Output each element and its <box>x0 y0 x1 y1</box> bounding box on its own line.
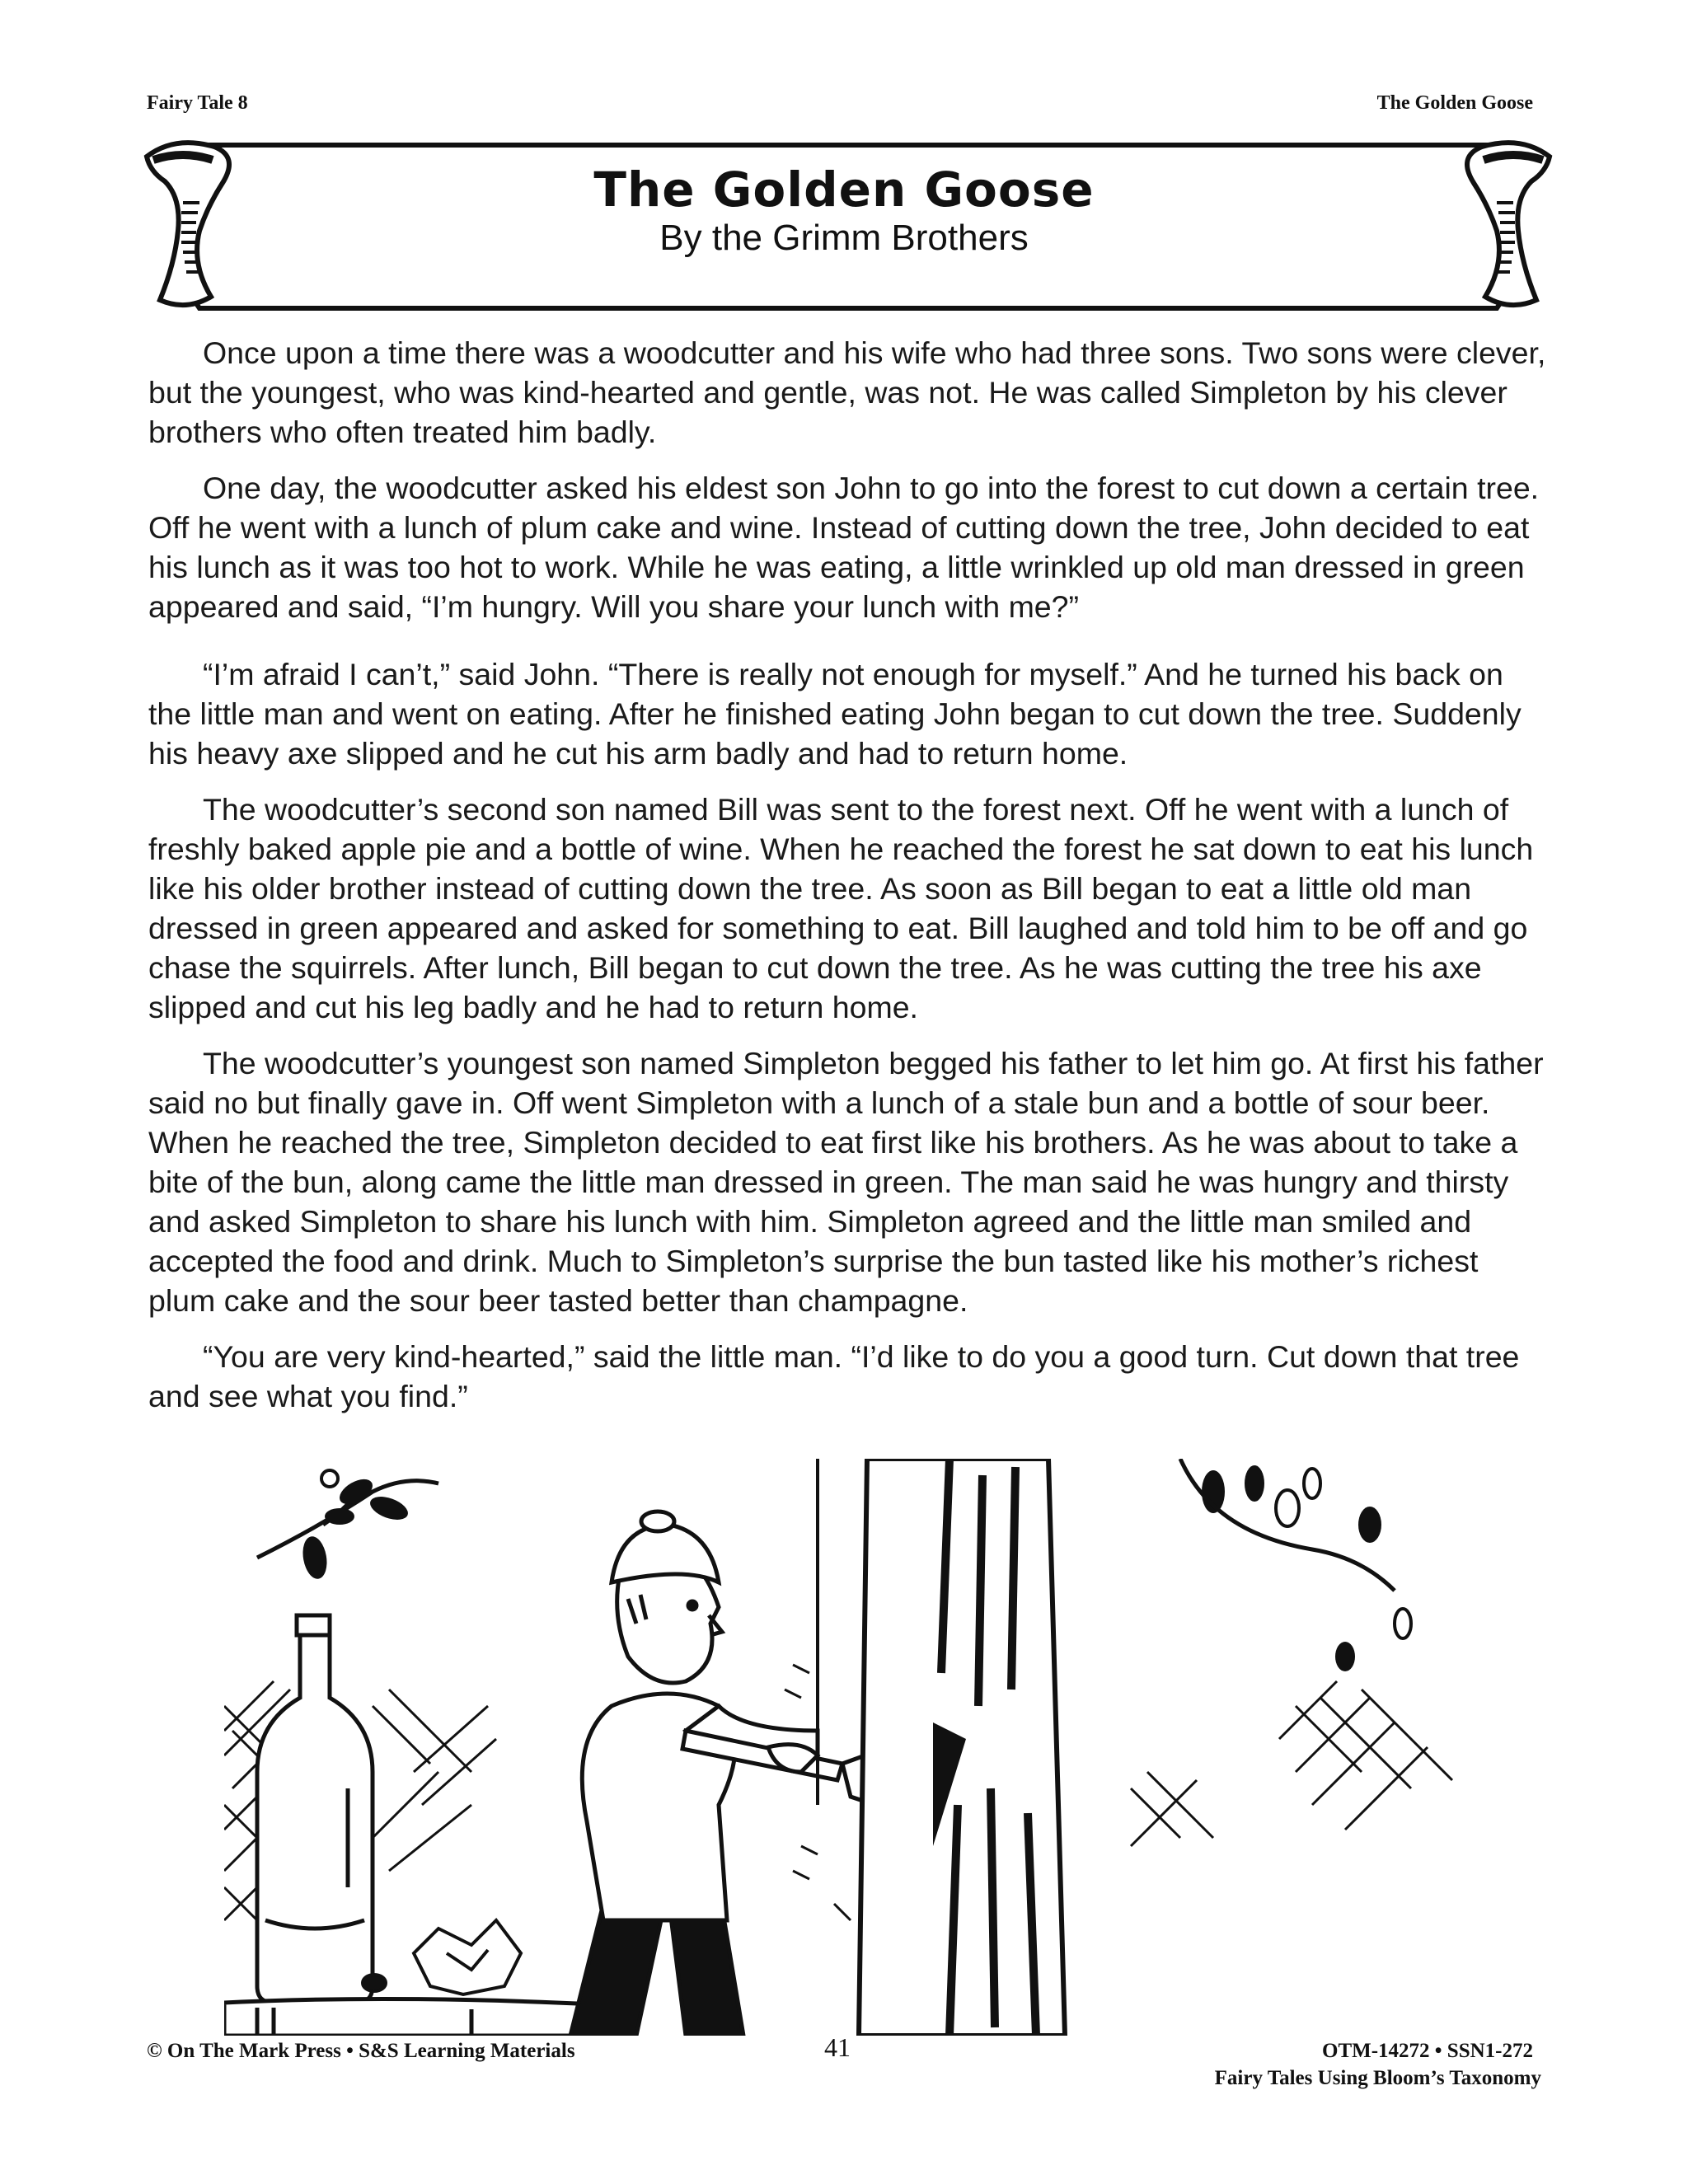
lunch-wrapper <box>363 1920 521 1994</box>
story-title: The Golden Goose <box>593 162 1095 218</box>
product-code: OTM-14272 • SSN1-272 <box>1322 2040 1533 2062</box>
running-head-right: The Golden Goose <box>1376 92 1533 114</box>
paragraph-2: One day, the woodcutter asked his eldest son John to go into the forest to cut down a certain tree. Off he went with a lunch of plum cake and wine. Instead of cutting down the tree, John decided to eat his lunch as it was too hot to work. While he was eating, a little wrinkled up old man dressed in green appeared and said, “I’m hungry. Will you share your lunch with me?” <box>148 471 1540 624</box>
paragraph-6: “You are very kind-hearted,” said the little man. “I’d like to do you a good turn. Cut down that tree and see what you find.” <box>148 1339 1520 1413</box>
woodcutter-illustration <box>224 1459 1479 2036</box>
series-title: Fairy Tales Using Bloom’s Taxonomy <box>1214 2067 1541 2089</box>
running-head-left: Fairy Tale 8 <box>147 92 248 114</box>
page-number: 41 <box>824 2032 851 2062</box>
story-body <box>148 333 1550 1432</box>
woodcutter <box>570 1511 818 2036</box>
paragraph-1: Once upon a time there was a woodcutter and his wife who had three sons. Two sons were clever, but the youngest, who was kind-hearted and gentle, was not. He was called Simpleton by his clever brothers who often treated him badly. <box>148 335 1546 449</box>
copyright: © On The Mark Press • S&S Learning Materials <box>147 2040 575 2062</box>
paragraph-5: The woodcutter’s youngest son named Simpleton begged his father to let him go. At first his father said no but finally gave in. Off went Simpleton with a lunch of a stale bun and a bottle of sour beer. When he reached the tree, Simpleton decided to eat first like his brothers. As he was about to take a bite of the bun, along came the little man dressed in green. The man said he was hungry and thirsty and asked Simpleton to share his lunch with him. Simpleton agreed and the little man smiled and accepted the food and drink. Much to Simpleton’s surprise the bun tasted like his mother’s richest plum cake and the sour beer tasted better than champagne. <box>148 1046 1544 1318</box>
story-author: By the Grimm Brothers <box>659 218 1029 258</box>
paragraph-4: The woodcutter’s second son named Bill was sent to the forest next. Off he went with a lunch of freshly baked apple pie and a bottle of wine. When he reached the forest he sat down to eat his lunch like his older brother instead of cutting down the tree. As soon as Bill began to eat a little old man dressed in green appeared and asked for something to eat. Bill laughed and told him to be off and go chase the squirrels. After lunch, Bill began to cut down the tree. As he was cutting the tree his axe slipped and cut his leg badly and he had to return home. <box>148 792 1534 1024</box>
paragraph-3: “I’m afraid I can’t,” said John. “There is really not enough for myself.” And he turned his back on the little man and went on eating. After he finished eating John began to cut down the tree. Suddenly his heavy axe slipped and he cut his arm badly and had to return home. <box>148 657 1522 771</box>
bottle <box>257 1615 373 2003</box>
bush-right-hatching <box>1131 1681 1452 1846</box>
leaves-right <box>1202 1465 1411 1671</box>
stump <box>224 1999 595 2036</box>
